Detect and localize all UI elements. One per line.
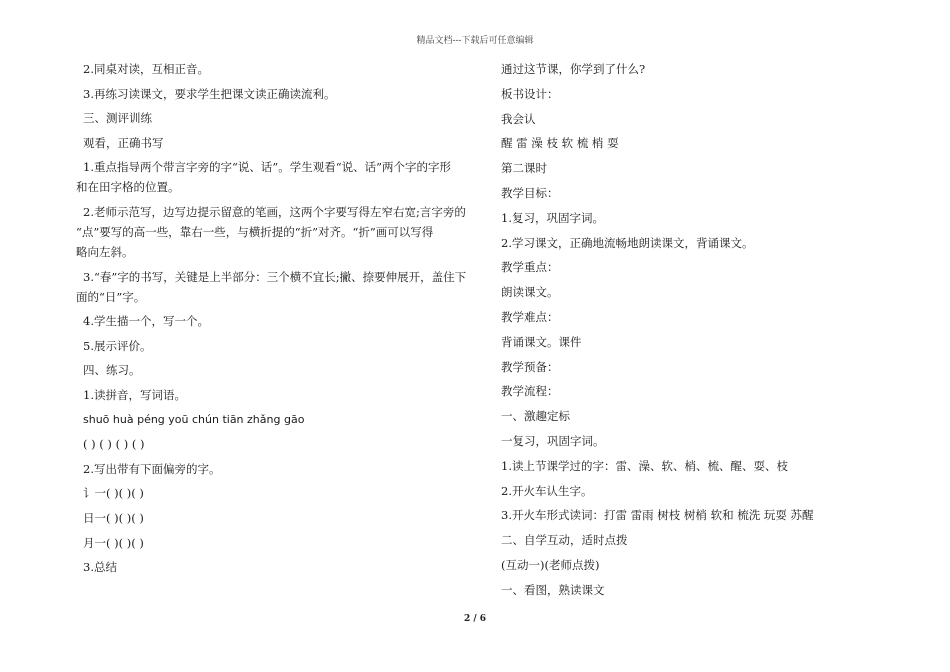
left-paragraph-line: 3.总结 [83, 560, 117, 575]
left-paragraph-line: 1.重点指导两个带言字旁的字“说、话”。学生观看“说、话”两个字的字形 [83, 160, 451, 175]
right-paragraph-line: 2.学习课文，正确地流畅地朗读课文，背诵课文。 [501, 235, 754, 250]
left-paragraph-line: 3.“春”字的书写，关键是上半部分：三个横不宜长;撇、捺要伸展开，盖住下 [83, 269, 467, 284]
right-paragraph-line: 朗读课文。 [501, 285, 559, 300]
left-paragraph-line: 三、测评训练 [83, 111, 152, 126]
right-paragraph-line: 教学重点： [501, 260, 559, 275]
left-paragraph-line: 5.展示评价。 [83, 338, 152, 353]
left-paragraph-line: shuō huà péng yoū chún tiān zhǎng gāo [83, 412, 305, 426]
right-paragraph-line: 醒 雷 澡 枝 软 梳 梢 耍 [501, 136, 619, 151]
left-paragraph-line: 1.读拼音，写词语。 [83, 387, 186, 402]
right-paragraph-line: 教学流程： [501, 384, 559, 399]
right-paragraph-line: (互动一)(老师点拨) [501, 557, 600, 572]
right-paragraph-line: 1.读上节课学过的字：雷、澡、软、梢、梳、醒、耍、枝 [501, 458, 788, 473]
right-paragraph-line: 二、自学互动，适时点拨 [501, 533, 628, 548]
left-paragraph-line: 四、练习。 [83, 363, 141, 378]
right-paragraph-line: 教学难点： [501, 309, 559, 324]
left-paragraph-line: 月一( )( )( ) [83, 535, 144, 550]
right-paragraph-line: 板书设计： [501, 86, 559, 101]
left-column [76, 62, 483, 586]
right-paragraph-line: 一、激趣定标 [501, 409, 570, 424]
left-paragraph-line: 面的“日”字。 [76, 289, 146, 304]
left-paragraph-line: 2.写出带有下面偏旁的字。 [83, 461, 221, 476]
left-paragraph-line: 2.同桌对读，互相正音。 [83, 62, 209, 76]
left-paragraph-line: 讠一( )( )( ) [83, 486, 144, 501]
right-paragraph-line: 教学目标： [501, 185, 559, 200]
right-paragraph-line: 第二课时 [501, 161, 547, 176]
page-number: 2 / 6 [463, 614, 487, 624]
left-paragraph-line: ( ) ( ) ( ) ( ) [83, 437, 145, 452]
right-paragraph-line: 教学预备： [501, 359, 559, 374]
left-paragraph-line: 观看，正确书写 [83, 135, 164, 150]
right-paragraph-line: 3.开火车形式读词：打雷 雷雨 树枝 树梢 软和 梳洗 玩耍 苏醒 [501, 508, 814, 523]
right-paragraph-line: 我会认 [501, 111, 536, 126]
right-paragraph-line: 通过这节课，你学到了什么? [501, 62, 646, 76]
left-paragraph-line: 略向左斜。 [76, 244, 134, 259]
left-paragraph-line: “点”要写的高一些，靠右一些，与横折提的“折”对齐。“折”画可以写得 [76, 224, 434, 239]
left-paragraph-line: 4.学生描一个，写一个。 [83, 314, 209, 329]
left-paragraph-line: 3.再练习读课文，要求学生把课文读正确读流利。 [83, 86, 336, 101]
right-paragraph-line: 2.开火车认生字。 [501, 483, 593, 498]
left-paragraph-line: 日一( )( )( ) [83, 510, 144, 525]
right-paragraph-line: 一复习，巩固字词。 [501, 433, 605, 448]
right-column [501, 63, 901, 609]
right-paragraph-line: 一、看图，熟读课文 [501, 582, 605, 597]
right-paragraph-line: 1.复习，巩固字词。 [501, 210, 604, 225]
left-paragraph-line: 和在田字格的位置。 [76, 180, 180, 195]
right-paragraph-line: 背诵课文。课件 [501, 334, 582, 349]
page-header: 精品文档---下载后可任意编辑 [416, 36, 534, 46]
left-paragraph-line: 2.老师示范写，边写边提示留意的笔画，这两个字要写得左窄右宽;言字旁的 [83, 204, 466, 219]
